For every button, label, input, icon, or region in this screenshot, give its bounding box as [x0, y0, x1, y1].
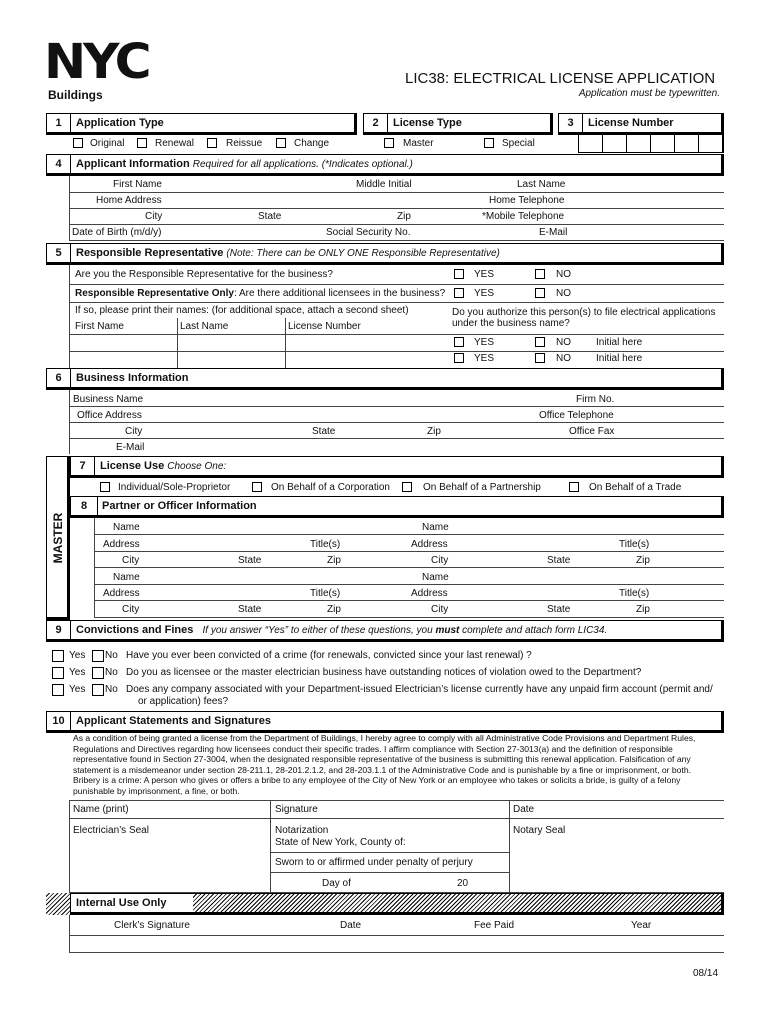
section-5-header — [46, 243, 724, 265]
last-name-field[interactable]: Last Name — [517, 179, 566, 190]
yes-label: YES — [474, 269, 495, 280]
partner1-zip-field[interactable]: Zip — [327, 555, 341, 566]
yes-label: YES — [474, 353, 495, 364]
renewal-label: Renewal — [155, 138, 194, 149]
partnership-checkbox[interactable] — [402, 482, 412, 492]
section-title — [100, 457, 226, 476]
corporation-checkbox[interactable] — [252, 482, 262, 492]
partner1-address-field[interactable]: Address — [103, 539, 140, 550]
statement-line: Regulations and Directives regarding how licensees conduct their specific trades. I affirm compliance with Section 27-3013(a) and the definition of responsible — [73, 743, 673, 754]
zip-field[interactable]: Zip — [397, 211, 411, 222]
statement-line: punishable by imprisonment, a fine, or both. — [73, 785, 240, 796]
rr-q2-rest: : Are there additional licensees in the business? — [233, 288, 446, 299]
partner3-address-field[interactable]: Address — [103, 588, 140, 599]
business-name-field[interactable]: Business Name — [73, 394, 144, 405]
partner2-city-field[interactable]: City — [431, 555, 449, 566]
section-2-header — [363, 113, 553, 135]
office-telephone-field[interactable]: Office Telephone — [539, 410, 614, 421]
note-part-c: complete and attach form LIC34. — [459, 625, 608, 636]
no-label: No — [105, 667, 118, 678]
section-3-header — [558, 113, 724, 135]
statement-line: Bribery is a crime: A person who gives or offers a bribe to any employee of the City of New York or an employee who takes or solicits a bride, is guilty of a felony — [73, 775, 681, 785]
corporation-label: On Behalf of a Corporation — [271, 482, 390, 493]
col-first-name: First Name — [75, 321, 124, 332]
business-zip-field[interactable]: Zip — [427, 426, 441, 437]
year-20-field[interactable]: 20 — [457, 878, 469, 889]
rr-question-2 — [75, 288, 445, 299]
section-6-header — [46, 368, 724, 390]
change-checkbox[interactable] — [276, 138, 286, 148]
statement-line: representative found in Section 27-3004, when the designated responsible representative of the business is submitting this renewal application. Falsification of any — [73, 754, 691, 764]
office-address-field[interactable]: Office Address — [77, 410, 142, 421]
rr-q2-yes-checkbox[interactable] — [454, 288, 464, 298]
special-label: Special — [502, 138, 535, 149]
internal-date-field[interactable]: Date — [340, 920, 362, 931]
signature-field[interactable]: Signature — [275, 804, 318, 815]
no-label: NO — [556, 288, 571, 299]
individual-checkbox[interactable] — [100, 482, 110, 492]
conv-q1-yes-checkbox[interactable] — [52, 650, 64, 662]
initial-here-1[interactable]: Initial here — [596, 337, 643, 348]
col-last-name: Last Name — [180, 321, 229, 332]
section-8-header — [70, 496, 724, 518]
initial-here-2[interactable]: Initial here — [596, 353, 643, 364]
individual-label: Individual/Sole-Proprietor — [118, 482, 231, 493]
section-number: 4 — [47, 155, 71, 173]
rr-q2-no-checkbox[interactable] — [535, 288, 545, 298]
section-title: License Type — [393, 117, 462, 129]
county-field[interactable]: State of New York, County of: — [275, 837, 406, 848]
name-print-field[interactable]: Name (print) — [73, 804, 129, 815]
business-state-field[interactable]: State — [312, 426, 336, 437]
partner3-city-field[interactable]: City — [122, 604, 140, 615]
yes-label: Yes — [69, 684, 86, 695]
rr-question-4: Do you authorize this person(s) to file electrical applications under the business name? — [452, 307, 716, 329]
business-email-field[interactable]: E-Mail — [116, 442, 145, 453]
no-label: NO — [556, 337, 571, 348]
clerk-signature-field[interactable]: Clerk’s Signature — [114, 920, 190, 931]
middle-initial-field[interactable]: Middle Initial — [356, 179, 412, 190]
dob-field[interactable]: Date of Birth (m/d/y) — [72, 227, 162, 238]
col-license-number: License Number — [288, 321, 361, 332]
section-note: Required for all applications. (*Indicates optional.) — [192, 159, 413, 170]
rr-question-1: Are you the Responsible Representative for the business? — [75, 269, 333, 280]
conviction-question-2: Do you as licensee or the master electrician business have outstanding notices of violation owed to the Department? — [126, 667, 642, 678]
internal-hatch-right — [193, 894, 721, 912]
business-city-field[interactable]: City — [125, 426, 143, 437]
partner3-name-field[interactable]: Name — [113, 572, 140, 583]
section-number: 5 — [47, 244, 71, 262]
yes-label: Yes — [69, 667, 86, 678]
reissue-label: Reissue — [226, 138, 263, 149]
ssn-field[interactable]: Social Security No. — [326, 227, 411, 238]
yes-label: YES — [474, 337, 495, 348]
partner1-titles-field[interactable]: Title(s) — [310, 539, 341, 550]
section-number: 7 — [71, 457, 95, 475]
form-subtitle: Application must be typewritten. — [578, 88, 720, 99]
section-4-header — [46, 154, 724, 176]
section-title-text: License Use — [100, 460, 165, 472]
section-note: (Note: There can be ONLY ONE Responsible Representative) — [226, 248, 500, 259]
section-number: 6 — [47, 369, 71, 387]
no-label: NO — [556, 269, 571, 280]
notary-seal-field[interactable]: Notary Seal — [513, 825, 566, 836]
section-note: Choose One: — [167, 461, 227, 472]
section-7-header — [70, 456, 724, 478]
home-telephone-field[interactable]: Home Telephone — [489, 195, 565, 206]
fee-paid-field[interactable]: Fee Paid — [474, 920, 515, 931]
partner2-name-field[interactable]: Name — [422, 522, 449, 533]
section-note — [203, 625, 608, 636]
state-field[interactable]: State — [258, 211, 282, 222]
partnership-label: On Behalf of a Partnership — [423, 482, 541, 493]
partner4-address-field[interactable]: Address — [411, 588, 448, 599]
applicant-statement — [73, 733, 724, 796]
section-9-header — [46, 620, 724, 642]
internal-hatch-left — [46, 893, 70, 915]
section-number: 1 — [47, 114, 71, 132]
partner1-state-field[interactable]: State — [238, 555, 262, 566]
authorize-2-yes-checkbox[interactable] — [454, 353, 464, 363]
section-number: 8 — [71, 497, 98, 515]
internal-use-title: Internal Use Only — [76, 897, 167, 909]
master-side-label: MASTER — [51, 512, 65, 564]
no-label: No — [105, 650, 118, 661]
yes-label: YES — [474, 288, 495, 299]
conviction-question-3-cont: or application) fees? — [138, 696, 229, 707]
section-title: Partner or Officer Information — [102, 500, 257, 512]
master-label: Master — [403, 138, 434, 149]
rr-q1-no-checkbox[interactable] — [535, 269, 545, 279]
partner4-city-field[interactable]: City — [431, 604, 449, 615]
section-title — [76, 621, 607, 640]
yes-label: Yes — [69, 650, 86, 661]
sworn-statement: Sworn to or affirmed under penalty of perjury — [275, 857, 473, 868]
partner3-zip-field[interactable]: Zip — [327, 604, 341, 615]
original-label: Original — [90, 138, 125, 149]
partner2-state-field[interactable]: State — [547, 555, 571, 566]
note-part-b: must — [435, 625, 460, 636]
partner1-name-field[interactable]: Name — [113, 522, 140, 533]
section-title: Applicant Statements and Signatures — [76, 715, 271, 727]
partner1-city-field[interactable]: City — [122, 555, 140, 566]
partner2-titles-field[interactable]: Title(s) — [619, 539, 650, 550]
mobile-telephone-field[interactable]: *Mobile Telephone — [482, 211, 565, 222]
internal-year-field[interactable]: Year — [631, 920, 652, 931]
section-number: 3 — [559, 114, 583, 132]
reissue-checkbox[interactable] — [207, 138, 217, 148]
conv-q3-yes-checkbox[interactable] — [52, 684, 64, 696]
master-checkbox[interactable] — [384, 138, 394, 148]
day-of-field[interactable]: Day of — [322, 878, 351, 889]
partner4-titles-field[interactable]: Title(s) — [619, 588, 650, 599]
section-title-text: Responsible Representative — [76, 247, 224, 259]
original-checkbox[interactable] — [73, 138, 83, 148]
section-number: 2 — [364, 114, 388, 132]
conviction-question-3: Does any company associated with your Department-issued Electrician’s license currently have any unpaid firm account (permit and/ — [126, 684, 713, 695]
section-title: Business Information — [76, 372, 189, 384]
trade-checkbox[interactable] — [569, 482, 579, 492]
conv-q2-yes-checkbox[interactable] — [52, 667, 64, 679]
agency-name: Buildings — [48, 88, 103, 102]
conv-q1-no-checkbox[interactable] — [92, 650, 104, 662]
trade-label: On Behalf of a Trade — [589, 482, 682, 493]
authorize-1-yes-checkbox[interactable] — [454, 337, 464, 347]
city-field[interactable]: City — [145, 211, 163, 222]
partner2-address-field[interactable]: Address — [411, 539, 448, 550]
license-number-input[interactable] — [578, 135, 724, 153]
renewal-checkbox[interactable] — [137, 138, 147, 148]
section-title — [76, 155, 413, 174]
change-label: Change — [294, 138, 330, 149]
firm-no-field[interactable]: Firm No. — [576, 394, 615, 405]
no-label: NO — [556, 353, 571, 364]
section-title: License Number — [588, 117, 674, 129]
section-1-header — [46, 113, 357, 135]
rr-question-3: If so, please print their names: (for additional space, attach a second sheet) — [75, 305, 409, 316]
section-number: 10 — [47, 712, 71, 730]
partner4-name-field[interactable]: Name — [422, 572, 449, 583]
section-title-text: Convictions and Fines — [76, 624, 194, 636]
date-field[interactable]: Date — [513, 804, 535, 815]
section-10-header — [46, 711, 724, 733]
special-checkbox[interactable] — [484, 138, 494, 148]
conv-q2-no-checkbox[interactable] — [92, 667, 104, 679]
office-fax-field[interactable]: Office Fax — [569, 426, 615, 437]
partner2-zip-field[interactable]: Zip — [636, 555, 650, 566]
conv-q3-no-checkbox[interactable] — [92, 684, 104, 696]
rr-q2-bold: Responsible Representative Only — [75, 288, 234, 299]
notarization-label: Notarization — [275, 825, 329, 836]
partner3-titles-field[interactable]: Title(s) — [310, 588, 341, 599]
note-part-a: If you answer “Yes” to either of these questions, you — [202, 625, 436, 636]
section-title-text: Applicant Information — [76, 158, 190, 170]
partner4-zip-field[interactable]: Zip — [636, 604, 650, 615]
form-version: 08/14 — [693, 968, 719, 979]
conviction-question-1: Have you ever been convicted of a crime (for renewals, convicted since your last renewal) ? — [126, 650, 532, 661]
rr-q1-yes-checkbox[interactable] — [454, 269, 464, 279]
electrician-seal-field[interactable]: Electrician’s Seal — [73, 825, 149, 836]
authorize-2-no-checkbox[interactable] — [535, 353, 545, 363]
nyc-logo: NYC — [44, 34, 149, 90]
section-title — [76, 244, 500, 263]
statement-line: As a condition of being granted a license from the Department of Buildings, I hereby agree to comply with all Administrative Code Provisions and Department Rules, — [73, 733, 696, 743]
first-name-field[interactable]: First Name — [113, 179, 162, 190]
no-label: No — [105, 684, 118, 695]
authorize-1-no-checkbox[interactable] — [535, 337, 545, 347]
partner3-state-field[interactable]: State — [238, 604, 262, 615]
section-number: 9 — [47, 621, 71, 639]
form-title: LIC38: ELECTRICAL LICENSE APPLICATION — [405, 70, 716, 87]
partner4-state-field[interactable]: State — [547, 604, 571, 615]
home-address-field[interactable]: Home Address — [96, 195, 162, 206]
email-field[interactable]: E-Mail — [539, 227, 568, 238]
section-title: Application Type — [76, 117, 164, 129]
statement-line: statement is a misdemeanor under section 28-211.1, 28-201.2.1.2, and 28-203.1.1 of the Administrative Code and is punishable by a fine or imprisonment, or both. — [73, 764, 692, 775]
